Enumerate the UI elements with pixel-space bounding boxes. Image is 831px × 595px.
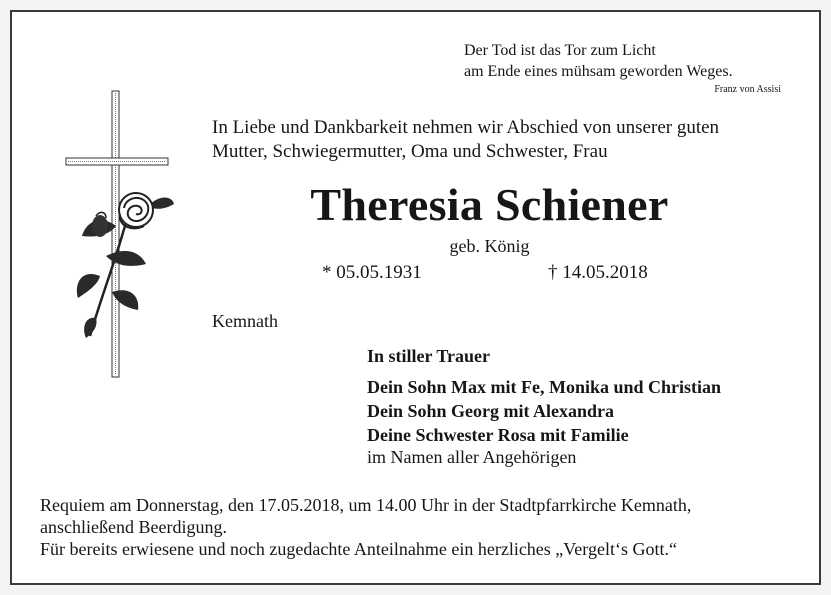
- service-line: anschließend Beerdigung.: [40, 517, 227, 537]
- mourner-line: Deine Schwester Rosa mit Familie: [367, 425, 629, 445]
- place-name: Kemnath: [212, 311, 278, 331]
- service-line: Requiem am Donnerstag, den 17.05.2018, um 14.00 Uhr in der Stadtpfarrkirche Kemnath,: [40, 495, 692, 515]
- death-date: † 14.05.2018: [548, 262, 648, 283]
- service-info: [40, 494, 691, 560]
- cross-with-rose-icon: [60, 86, 174, 382]
- quote-line: am Ende eines mühsam geworden Weges.: [464, 63, 733, 80]
- thanks-line: Für bereits erwiesene und noch zugedachte Anteilnahme ein herzliches „Vergelt‘s Gott.“: [40, 539, 677, 559]
- intro-line: Mutter, Schwiegermutter, Oma und Schwester, Frau: [212, 141, 608, 162]
- deceased-name: Theresia Schiener: [310, 179, 669, 230]
- birth-name: geb. König: [449, 236, 530, 256]
- mourner-line: Dein Sohn Max mit Fe, Monika und Christian: [367, 377, 722, 397]
- quote-line: Der Tod ist das Tor zum Licht: [464, 42, 656, 59]
- intro-text: [212, 116, 719, 164]
- relatives-line: im Namen aller Angehörigen: [367, 447, 577, 467]
- intro-line: In Liebe und Dankbarkeit nehmen wir Abschied von unserer guten: [212, 117, 720, 138]
- mourning-heading: In stiller Trauer: [367, 346, 490, 366]
- quote: [464, 40, 733, 82]
- birth-date: * 05.05.1931: [322, 262, 422, 283]
- quote-author: Franz von Assisi: [714, 84, 781, 95]
- mourner-line: Dein Sohn Georg mit Alexandra: [367, 401, 615, 421]
